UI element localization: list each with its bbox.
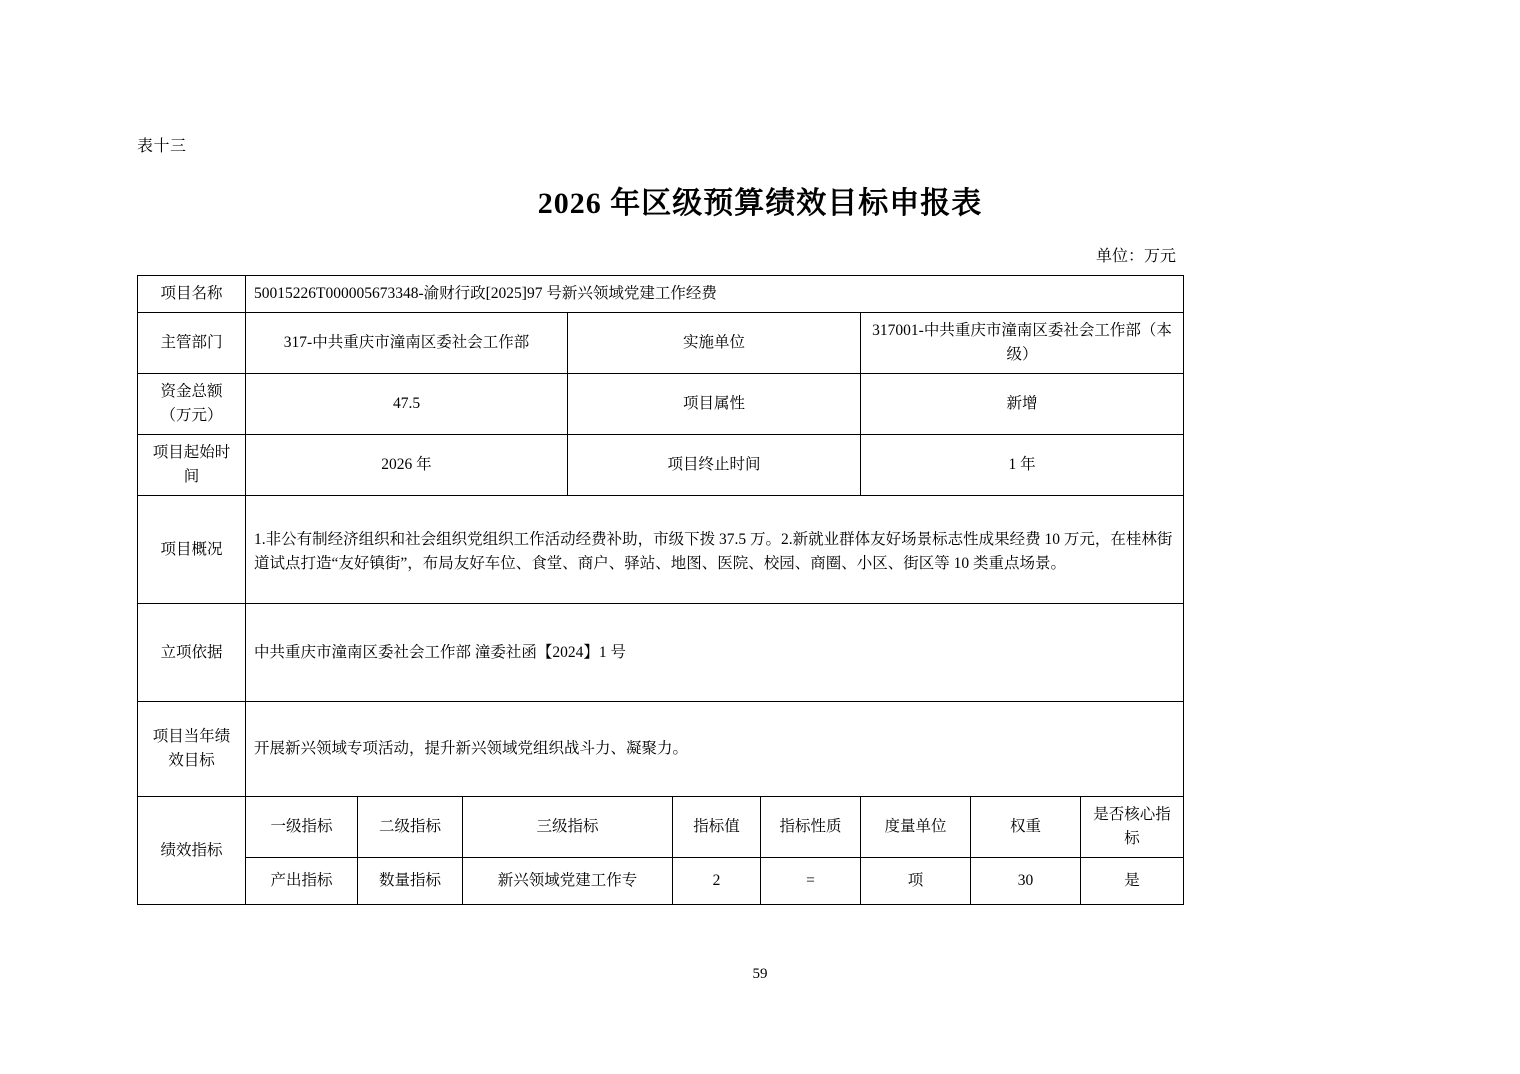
- indicator-cell-core: 是: [1081, 858, 1184, 905]
- implementing-unit-label: 实施单位: [568, 313, 861, 374]
- indicator-cell-weight: 30: [971, 858, 1081, 905]
- total-funds-value: 47.5: [246, 374, 568, 435]
- project-name-value: 50015226T000005673348-渝财行政[2025]97 号新兴领域党建工作经费: [246, 276, 1184, 313]
- indicator-header-level2: 二级指标: [358, 797, 463, 858]
- project-name-label: 项目名称: [138, 276, 246, 313]
- overview-label: 项目概况: [138, 496, 246, 604]
- unit-note: 单位：万元: [1095, 248, 1176, 265]
- implementing-unit-value: 317001-中共重庆市潼南区委社会工作部（本级）: [861, 313, 1184, 374]
- indicator-header-weight: 权重: [971, 797, 1081, 858]
- indicator-cell-value: 2: [673, 858, 761, 905]
- end-time-value: 1 年: [861, 435, 1184, 496]
- total-funds-label: 资金总额（万元）: [138, 374, 246, 435]
- start-time-value: 2026 年: [246, 435, 568, 496]
- indicator-cell-level3: 新兴领域党建工作专: [463, 858, 673, 905]
- indicator-cell-level2: 数量指标: [358, 858, 463, 905]
- indicator-header-level1: 一级指标: [246, 797, 358, 858]
- indicator-header-level3: 三级指标: [463, 797, 673, 858]
- project-attribute-value: 新增: [861, 374, 1184, 435]
- start-time-label: 项目起始时间: [138, 435, 246, 496]
- department-value: 317-中共重庆市潼南区委社会工作部: [246, 313, 568, 374]
- table-row-overview: [138, 496, 1184, 604]
- indicator-header-unit: 度量单位: [861, 797, 971, 858]
- table-row-time: [138, 435, 1184, 496]
- table-row-project-name: [138, 276, 1184, 313]
- table-row-indicator-header: [138, 797, 1184, 858]
- annual-goal-label: 项目当年绩效目标: [138, 702, 246, 797]
- table-row-department: [138, 313, 1184, 374]
- project-attribute-label: 项目属性: [568, 374, 861, 435]
- form-label: 表十三: [137, 138, 187, 155]
- indicator-header-value: 指标值: [673, 797, 761, 858]
- indicator-cell-level1: 产出指标: [246, 858, 358, 905]
- page-title: 2026 年区级预算绩效目标申报表: [537, 187, 983, 220]
- table-row-annual-goal: [138, 702, 1184, 797]
- indicator-header-core: 是否核心指标: [1081, 797, 1184, 858]
- table-row-basis: [138, 604, 1184, 702]
- page-number: 59: [752, 966, 768, 982]
- department-label: 主管部门: [138, 313, 246, 374]
- indicator-cell-unit: 项: [861, 858, 971, 905]
- indicator-header-nature: 指标性质: [761, 797, 861, 858]
- annual-goal-value: 开展新兴领域专项活动，提升新兴领域党组织战斗力、凝聚力。: [246, 702, 1184, 797]
- table-row: [138, 858, 1184, 905]
- indicator-label: 绩效指标: [138, 797, 246, 905]
- end-time-label: 项目终止时间: [568, 435, 861, 496]
- indicator-cell-nature: =: [761, 858, 861, 905]
- basis-value: 中共重庆市潼南区委社会工作部 潼委社函【2024】1 号: [246, 604, 1184, 702]
- table-row-funds: [138, 374, 1184, 435]
- basis-label: 立项依据: [138, 604, 246, 702]
- budget-performance-table: [137, 275, 1184, 905]
- overview-value: 1.非公有制经济组织和社会组织党组织工作活动经费补助，市级下拨 37.5 万。2.新就业群体友好场景标志性成果经费 10 万元，在桂林街道试点打造“友好镇街”，布局友好车位、食堂、商户、驿站、地图、医院、校园、商圈、小区、街区等 10 类重点场景。: [246, 496, 1184, 604]
